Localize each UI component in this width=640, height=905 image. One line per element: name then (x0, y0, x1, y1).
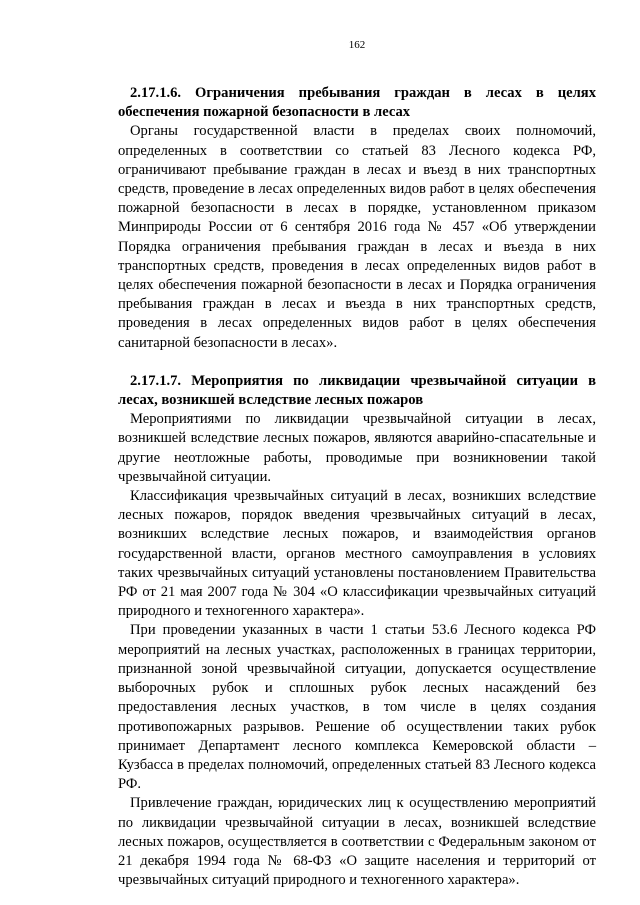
paragraph: Мероприятиями по ликвидации чрезвычайной ситуации в лесах, возникшей вследствие лесных пожаров, являются аварийно-спасательные и другие неотложные работы, проводимые при возникновении такой чрезвычайной ситуации. (118, 411, 596, 485)
section-2-17-1-6 (118, 84, 596, 353)
section-heading: 2.17.1.6. Ограничения пребывания граждан в лесах в целях обеспечения пожарной безопасности в лесах (118, 85, 596, 121)
paragraph: Классификация чрезвычайных ситуаций в лесах, возникших вследствие лесных пожаров, порядок введения чрезвычайных ситуаций в лесах, возникших вследствие лесных пожаров, и взаимодействия органов государственной власти, органов местного самоуправления в условиях таких чрезвычайных ситуаций установлены постановлением Правительства РФ от 21 мая 2007 года № 304 «О классификации чрезвычайных ситуаций природного и техногенного характера». (118, 488, 596, 620)
paragraph: Привлечение граждан, юридических лиц к осуществлению мероприятий по ликвидации чрезвычайной ситуации в лесах, возникшей вследствие лесных пожаров, осуществляется в соответствии с Федеральным законом от 21 декабря 1994 года № 68-ФЗ «О защите населения и территорий от чрезвычайных ситуаций природного и техногенного характера». (118, 795, 596, 889)
paragraph: Органы государственной власти в пределах своих полномочий, определенных в соответствии со статьей 83 Лесного кодекса РФ, ограничивают пребывание граждан в лесах и въезд в них транспортных средств, проведение в лесах определенных видов работ в целях обеспечения пожарной безопасности в лесах в порядке, установленном приказом Минприроды России от 6 сентября 2016 года № 457 «Об утверждении Порядка ограничения пребывания граждан в лесах и въезда в них транспортных средств, проведения в лесах определенных видов работ в целях обеспечения пожарной безопасности в лесах и Порядка ограничения пребывания граждан в лесах и въезда в них транспортных средств, проведения в лесах определенных видов работ в целях обеспечения санитарной безопасности в лесах». (118, 123, 596, 351)
section-2-17-1-7 (118, 372, 596, 890)
section-heading: 2.17.1.7. Мероприятия по ликвидации чрезвычайной ситуации в лесах, возникшей вследствие лесных пожаров (118, 372, 596, 409)
page-number: 162 (348, 39, 366, 51)
paragraph: При проведении указанных в части 1 статьи 53.6 Лесного кодекса РФ мероприятий на лесных участках, расположенных в границах территории, признанной зоной чрезвычайной ситуации, допускается осуществление выборочных рубок и сплошных рубок лесных насаждений без предоставления лесных участков, в том числе в целях создания противопожарных разрывов. Решение об осуществлении таких рубок принимает Департамент лесного комплекса Кемеровской области – Кузбасса в пределах полномочий, определенных статьей 83 Лесного кодекса РФ. (118, 622, 596, 793)
